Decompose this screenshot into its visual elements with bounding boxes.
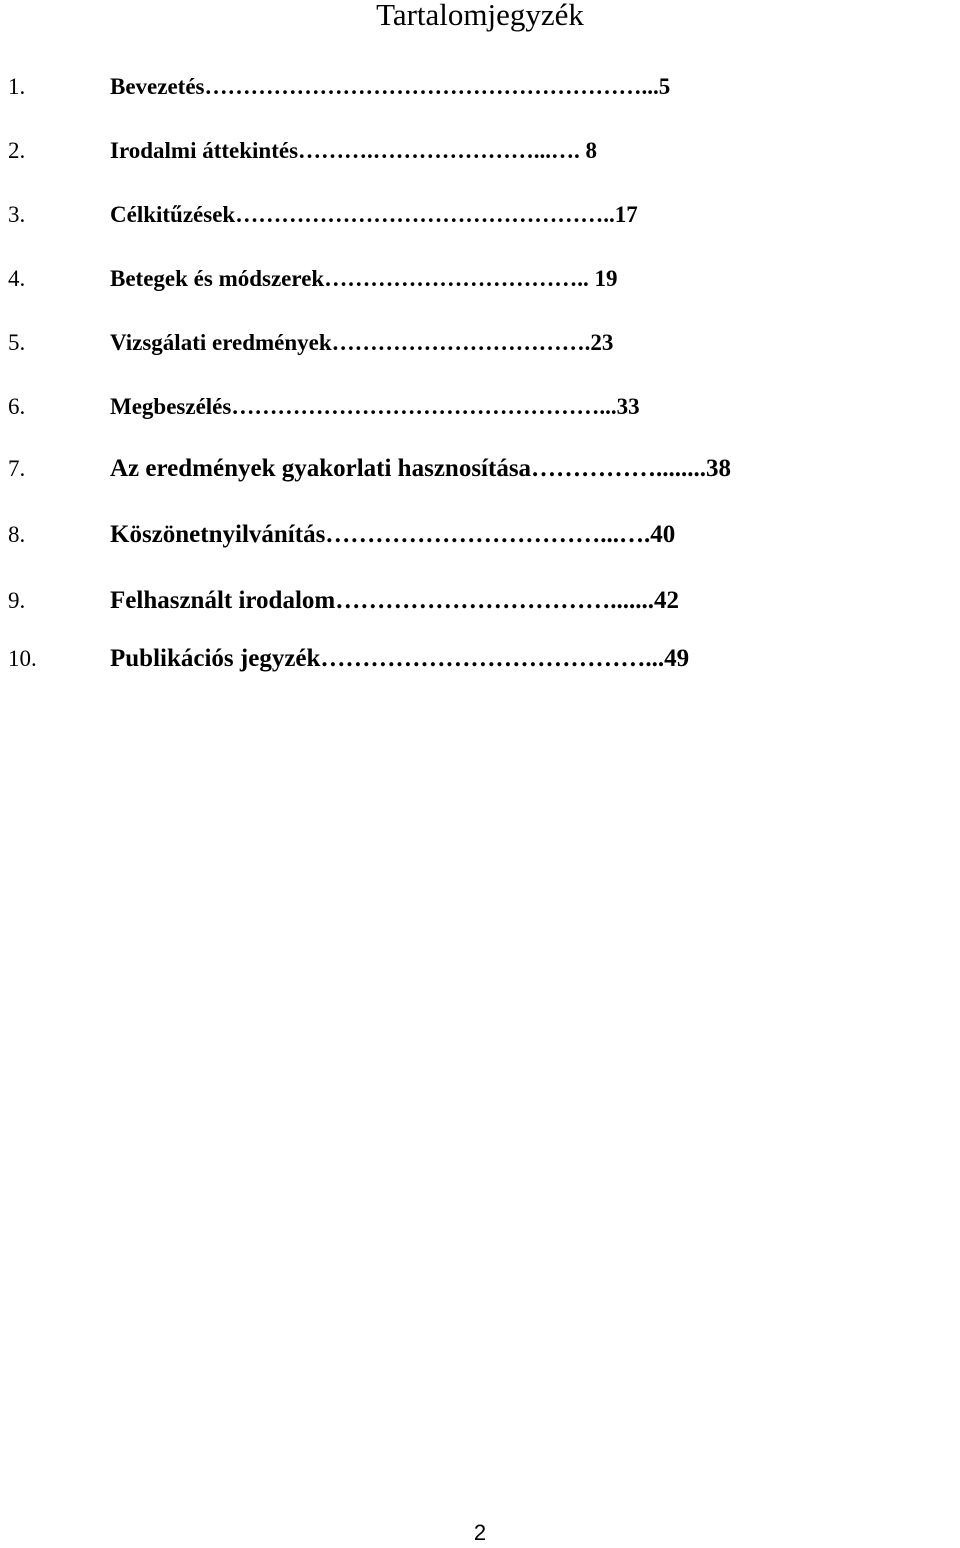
toc-entry-title: Felhasznált irodalom…………………………….......42 — [110, 587, 679, 614]
toc-entry-8 — [0, 518, 960, 552]
toc-entry-title: Publikációs jegyzék…………………………………...49 — [110, 645, 690, 672]
toc-entry-number: 1. — [8, 74, 26, 99]
toc-entry-2 — [0, 134, 960, 168]
toc-entry-title: Vizsgálati eredmények…………………………….23 — [110, 330, 614, 355]
toc-entry-7 — [0, 452, 960, 486]
toc-entry-number: 8. — [8, 522, 26, 547]
toc-entry-10 — [0, 642, 960, 676]
toc-entry-title: Megbeszélés…………………………………………...33 — [110, 394, 640, 419]
toc-entry-number: 6. — [8, 394, 26, 419]
toc-entry-title: Betegek és módszerek…………………………….. 19 — [110, 266, 618, 291]
toc-entry-1 — [0, 70, 960, 104]
toc-entry-number: 9. — [8, 588, 26, 613]
toc-entry-title: Az eredmények gyakorlati hasznosítása……………........38 — [110, 455, 732, 482]
toc-entry-title: Célkitűzések…………………………………………..17 — [110, 202, 638, 227]
toc-entry-4 — [0, 262, 960, 296]
toc-entry-number: 10. — [8, 646, 37, 671]
document-title: Tartalomjegyzék — [376, 0, 584, 32]
toc-entry-number: 2. — [8, 138, 26, 163]
toc-entry-5 — [0, 326, 960, 360]
toc-entry-9 — [0, 584, 960, 618]
toc-entry-number: 3. — [8, 202, 26, 227]
toc-entry-3 — [0, 198, 960, 232]
page-number: 2 — [473, 1520, 487, 1545]
toc-entry-6 — [0, 390, 960, 424]
toc-entry-number: 7. — [8, 456, 26, 481]
toc-entry-number: 5. — [8, 330, 26, 355]
toc-entry-title: Bevezetés…………………………………………………...5 — [110, 74, 671, 99]
toc-entry-title: Köszönetnyilvánítás……………………………...….40 — [110, 521, 676, 548]
toc-entry-number: 4. — [8, 266, 26, 291]
toc-entry-title: Irodalmi áttekintés……….…………………...…. 8 — [110, 138, 598, 163]
